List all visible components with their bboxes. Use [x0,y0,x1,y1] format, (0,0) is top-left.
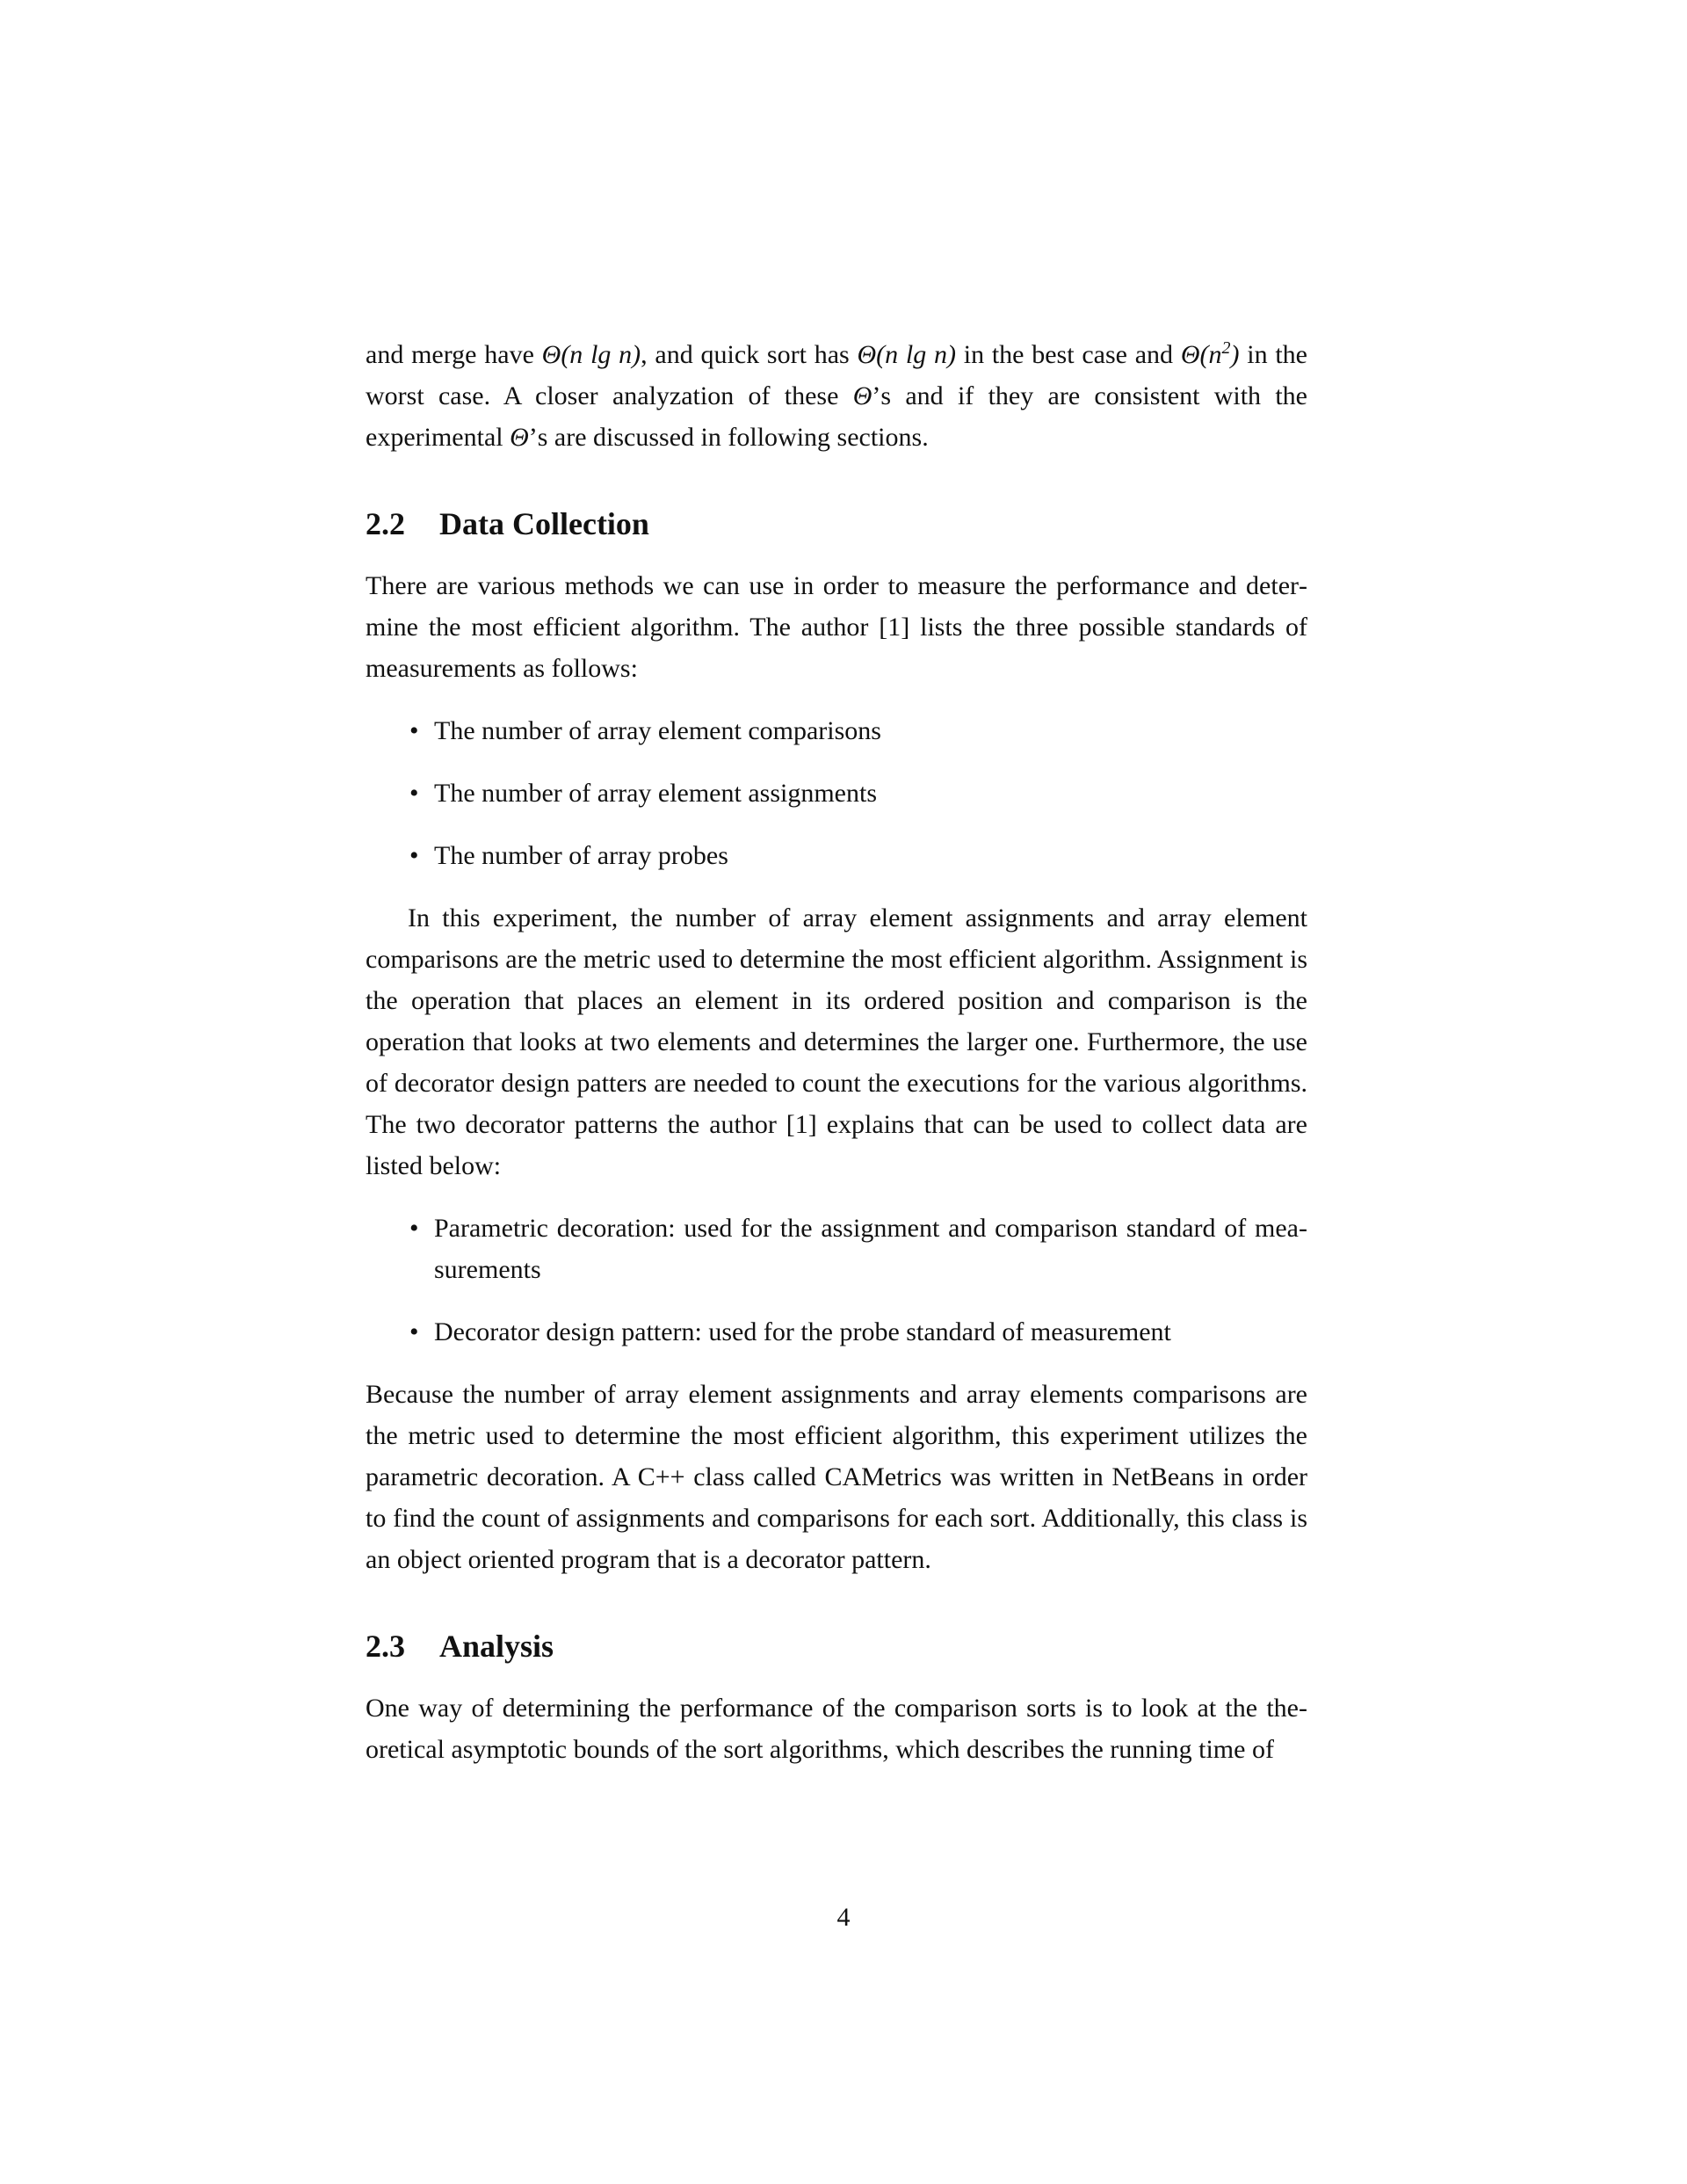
paragraph: There are various methods we can use in order to measure the performance and determine the most efficient algorithm. The author [1] lists the three possible standards of measurements as follows: [366,571,1307,683]
section-heading-analysis [366,1626,1307,1667]
list-item-text: The number of array element assignments [434,779,877,808]
intro-text: and merge have [366,340,542,369]
list-item-text: Parametric decoration: used for the assignment and comparison standard of measurements [434,1214,1307,1284]
math-expression: $\Theta(n^2)$ [1180,338,1240,369]
list-item-text: The number of array probes [434,841,728,870]
intro-paragraph [366,334,1307,458]
math-expression: Θ(n lg n) [857,340,956,369]
bullet-icon: • [409,1317,419,1346]
section-title: Data Collection [439,506,649,541]
bullet-icon: • [409,779,419,808]
paragraph: One way of determining the performance of the comparison sorts is to look at the theoretical asymptotic bounds of the sort algorithms, which describes the running time of [366,1694,1307,1764]
measurement-standards-list [366,710,1307,876]
intro-text: , and quick sort has [641,340,858,369]
list-item [409,1208,1307,1290]
page-body [366,334,1307,1770]
section-title: Analysis [439,1629,554,1664]
list-item-text: The number of array element comparisons [434,716,881,745]
list-item [409,710,1307,751]
list-item [409,773,1307,814]
intro-text: in the worst case. A closer analyzation of these [366,340,1307,410]
math-symbol: Θ [510,423,529,452]
list-item-text: Decorator design pattern: used for the probe standard of measurement [434,1317,1171,1346]
section-number: 2.2 [366,506,405,541]
math-superscript: 2 [1221,338,1231,358]
section-number: 2.3 [366,1629,405,1664]
math-symbol: Θ [852,381,872,410]
list-item [409,835,1307,876]
math-expression: Θ(n lg n) [541,340,641,369]
intro-text: ’s are discussed in following sections. [528,423,929,452]
intro-text: ’s and if they are consistent with the experimental [366,381,1307,452]
page-number: 4 [836,1903,851,1932]
decorator-patterns-list [366,1208,1307,1353]
bullet-icon: • [409,716,419,745]
intro-text: in the best case and [955,340,1181,369]
bullet-icon: • [409,841,419,870]
paragraph: In this experiment, the number of array element assignments and array element comparisons are the metric used to determine the most efficient algorithm. Assignment is the operation that places an element in its ordered position and comparison is the operation that looks at two elements and determines the larger one. Furthermore, the use of decorator design patters are needed to count the executions for the various algorithms. The two decorator patterns the author [1] explains that can be used to collect data are listed below: [366,903,1307,1180]
section-heading-data-collection [366,504,1307,545]
bullet-icon: • [409,1214,419,1243]
list-item [409,1311,1307,1353]
paragraph: Because the number of array element assignments and array elements comparisons are the metric used to determine the most efficient algorithm, this experiment utilizes the parametric decoration. A C++ class called CAMetrics was written in NetBeans in order to find the count of assignments and comparisons for each sort. Additionally, this class is an object oriented program that is a decorator pattern. [366,1380,1307,1574]
